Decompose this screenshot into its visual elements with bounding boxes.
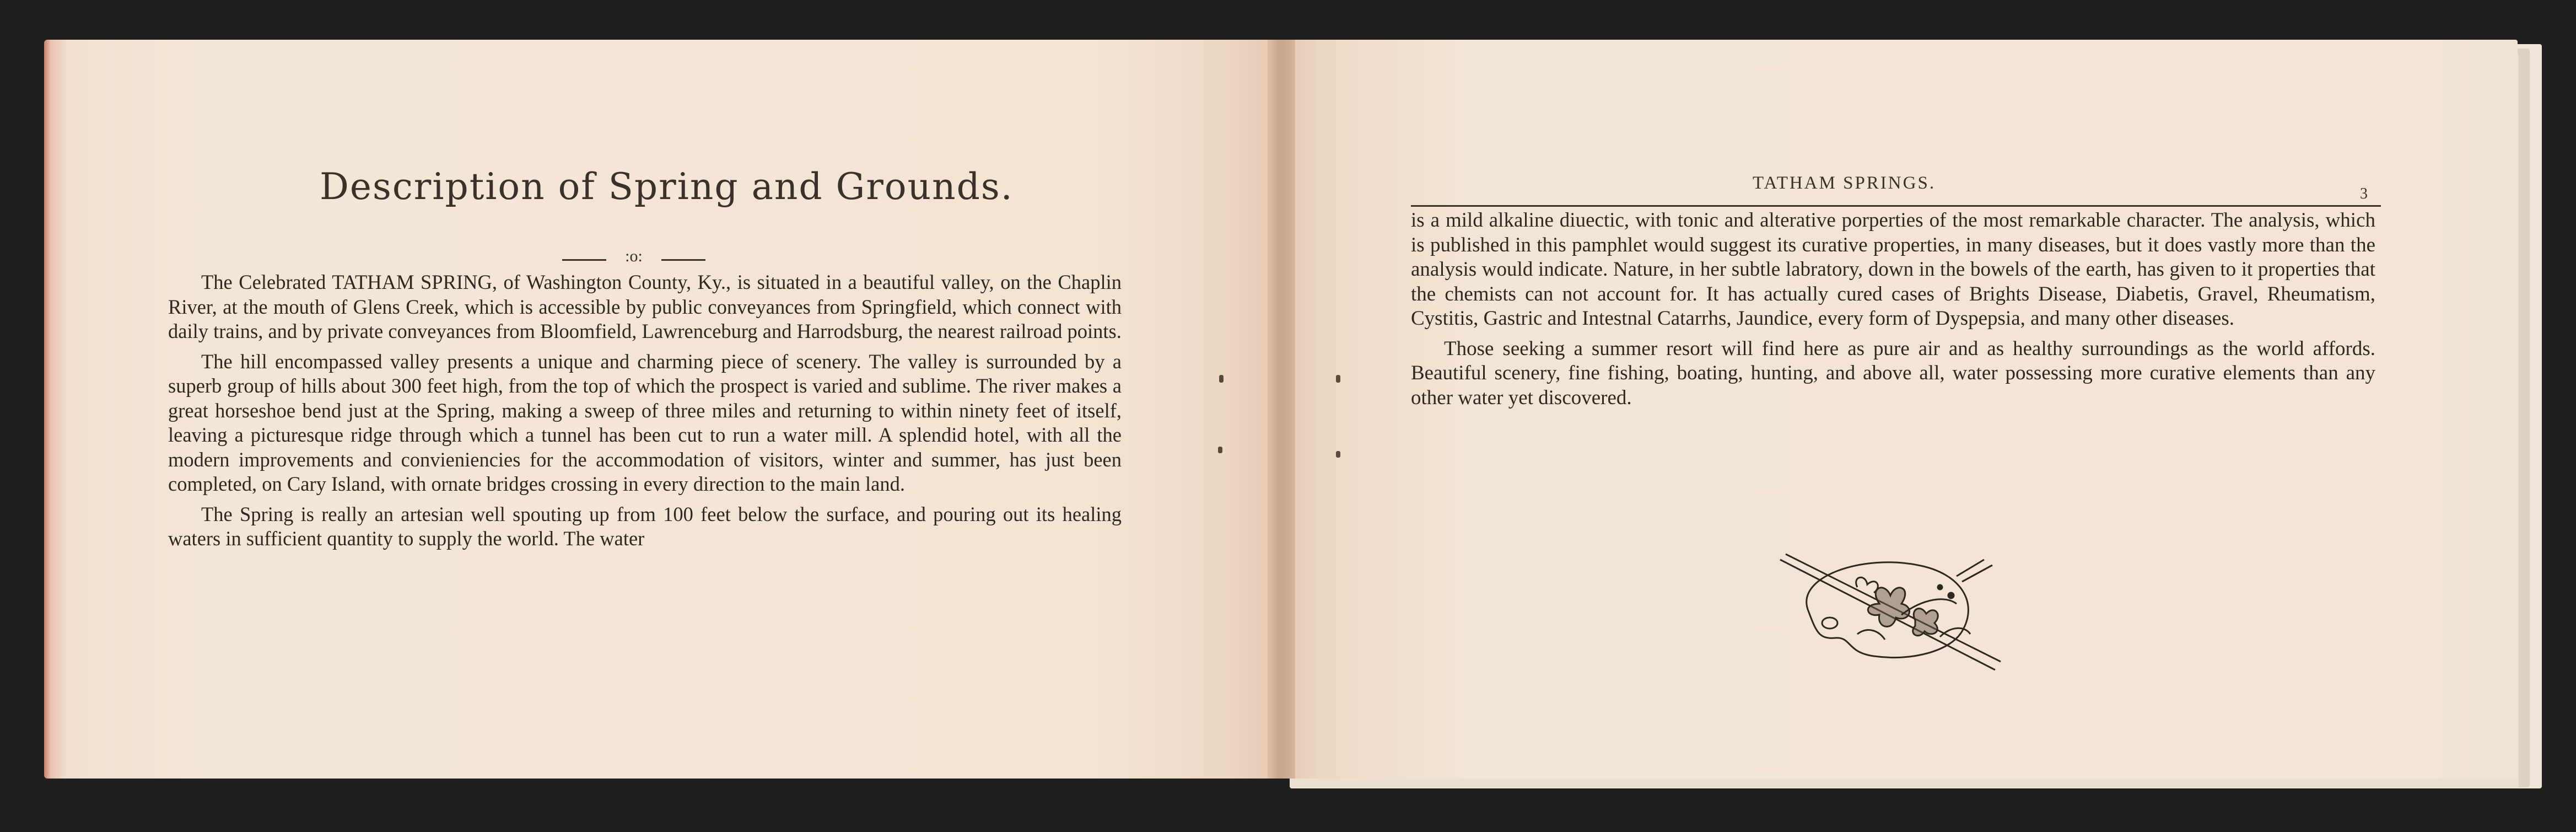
right-page-text (1411, 208, 2375, 410)
staple-bottom (1218, 447, 1222, 453)
staple-top-right (1336, 375, 1340, 383)
ornamental-divider: :o: (562, 247, 705, 266)
palette-flower-ornament (1775, 543, 2006, 675)
paragraph: Those seeking a summer resort will find here as pure air and as healthy surroundings as the world affords. Beautiful scenery, fine fishing, boating, hunting, and above all, water possessing more curative elements than any other water yet discovered. (1411, 337, 2375, 409)
paragraph: The Spring is really an artesian well spouting up from 100 feet below the surface, and pouring out its healing waters in sufficient quantity to supply the world. The water (168, 502, 1122, 550)
paragraph: The hill encompassed valley presents a unique and charming piece of scenery. The valley is surrounded by a superb group of hills about 300 feet high, from the top of which the prospect is varied and sublime. The river makes a great horseshoe bend just at the Spring, making a sweep of three miles and returning to within ninety feet of itself, leaving a picturesque ridge through which a tunnel has been cut to run a water mill. A splendid hotel, with all the modern improvements and convieniencies for the accommodation of visitors, winter and summer, has just been completed, on Cary Island, with ornate bridges crossing in every direction to the main land. (168, 350, 1122, 495)
paragraph: is a mild alkaline diuectic, with tonic and alterative porperties of the most remarkable character. The analysis, which is published in this pamphlet would suggest its curative properties, in many diseases, but it does vastly more than the analysis would indicate. Nature, in her subtle labratory, down in the bowels of the earth, has given to it properties that the chemists can not account for. It has actually cured cases of Brights Disease, Diabetis, Gravel, Rheumatism, Cystitis, Gastric and Intestnal Catarrhs, Jaundice, every form of Dyspepsia, and many other diseases. (1411, 209, 2375, 330)
left-page-text (168, 270, 1122, 551)
page-number: 3 (2360, 185, 2368, 202)
running-head: TATHAM SPRINGS. (1753, 173, 1936, 193)
book-gutter (1268, 40, 1295, 779)
staple-top (1219, 375, 1224, 383)
staple-bottom-right (1336, 451, 1340, 458)
header-rule (1411, 205, 2381, 207)
paragraph: The Celebrated TATHAM SPRING, of Washington County, Ky., is situated in a beautiful valley, on the Chaplin River, at the mouth of Glens Creek, which is accessible by public conveyances from Springfield, which connect with daily trains, and by private conveyances from Bloomfield, Lawrenceburg and Harrodsburg, the nearest railroad points. (168, 271, 1122, 342)
page-heading: Description of Spring and Grounds. (320, 165, 1014, 208)
